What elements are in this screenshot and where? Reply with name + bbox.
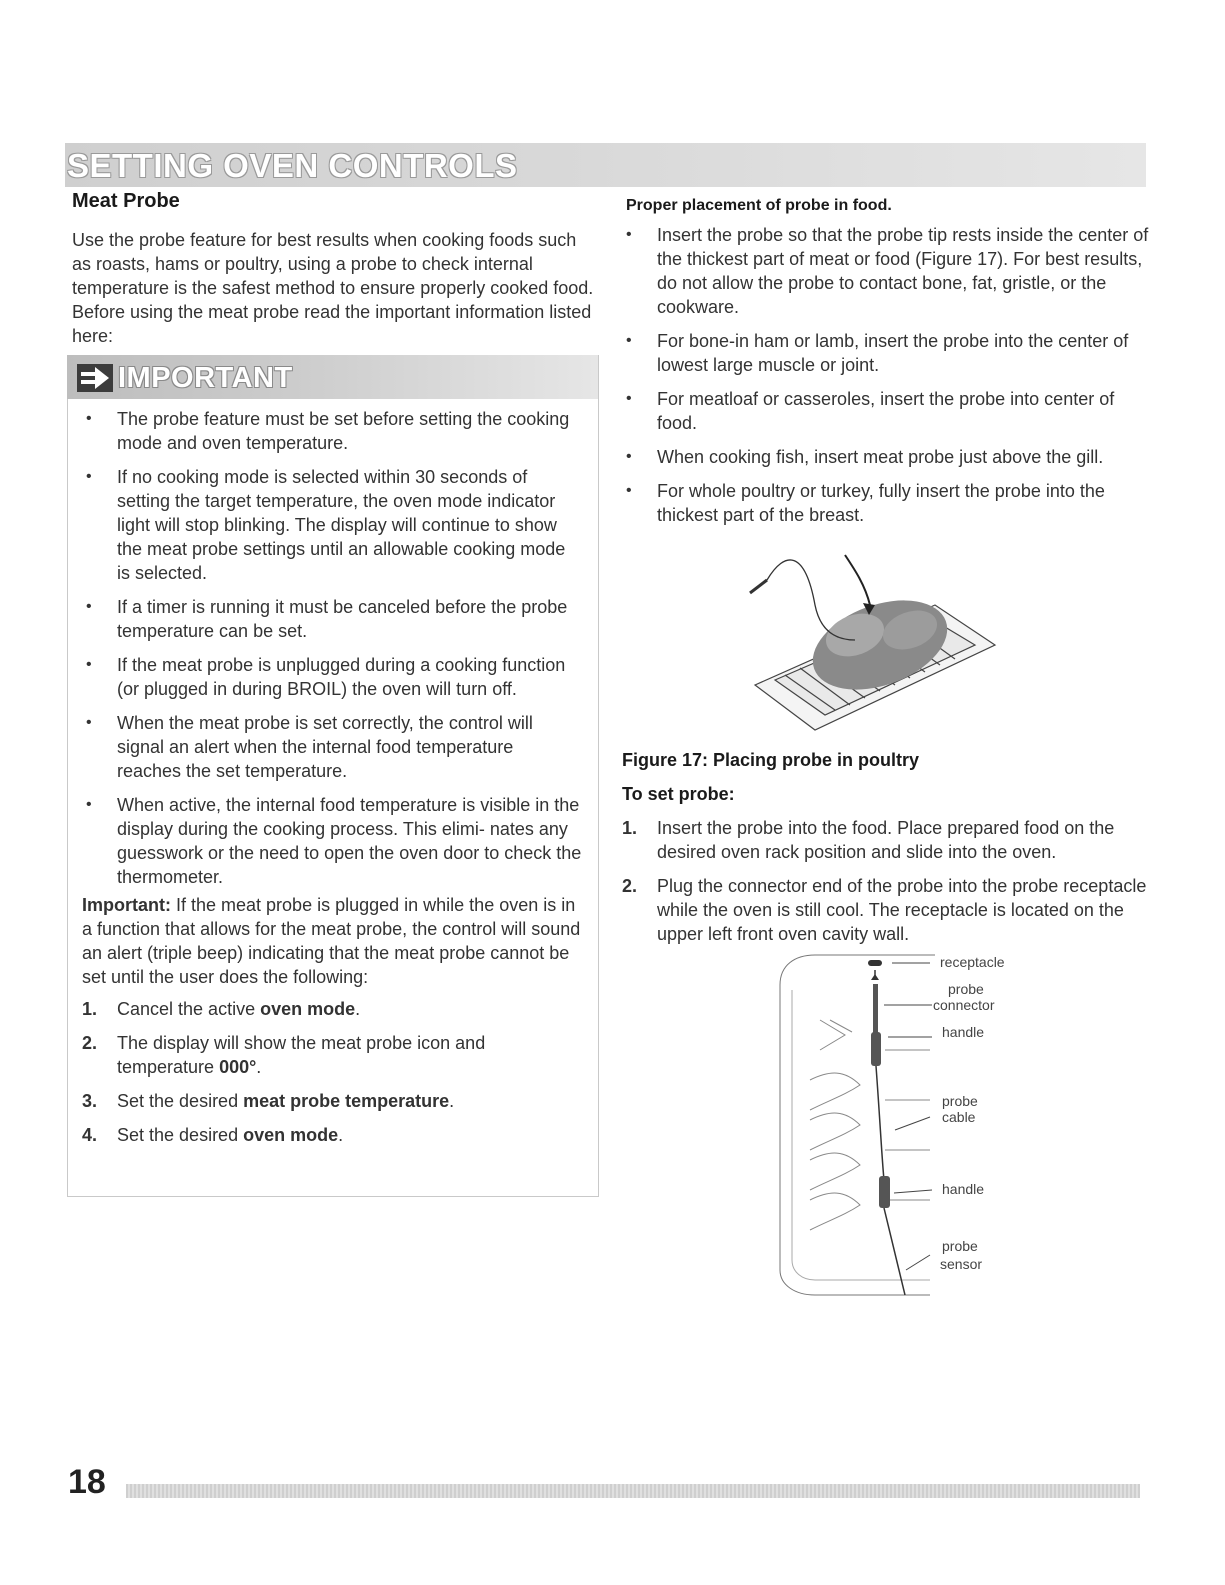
connector-label-line2: connector	[933, 997, 995, 1013]
step-number: 2.	[82, 1033, 98, 1053]
placement-content	[622, 223, 1152, 537]
list-item: • Insert the probe so that the probe tip rests inside the center of the thickest part of meat or food (Figure 17). For best results, do not allow the probe to contact bone, fat, gristle, or the cookware.	[622, 223, 1152, 319]
receptacle-label: receptacle	[940, 954, 1005, 970]
set-probe-steps	[622, 816, 1152, 946]
step-number: 1.	[622, 818, 638, 838]
step-number: 3.	[82, 1091, 98, 1111]
set-probe-heading: To set probe:	[622, 784, 735, 804]
handle-label-bottom: handle	[942, 1181, 985, 1197]
page-number: 18	[68, 1463, 106, 1501]
list-item: • When cooking fish, insert meat probe just above the gill.	[622, 445, 1152, 469]
list-item: • If no cooking mode is selected within 30 seconds of setting the target temperature, the oven mode indicator light will stop blinking. The display will continue to show the meat probe settings until an allowable cooking mode is selected.	[82, 465, 582, 585]
figure-17-caption: Figure 17: Placing probe in poultry	[622, 750, 920, 770]
cable-label-line1: probe	[942, 1093, 978, 1109]
step-number: 2.	[622, 876, 638, 896]
important-steps	[82, 997, 582, 1147]
arrow-right-icon	[77, 364, 113, 392]
step-text: .	[256, 1057, 262, 1077]
oven-probe-diagram	[770, 950, 945, 1310]
important-bullets	[82, 407, 582, 889]
meat-probe-intro: Use the probe feature for best results when cooking foods such as roasts, hams or poultry, using a probe to check internal temperature is the safest method to ensure properly cooked food. Before using the meat probe read the important information listed here:	[72, 230, 594, 346]
handle-label-top: handle	[942, 1024, 985, 1040]
list-item: • For whole poultry or turkey, fully insert the probe into the thickest part of the breast.	[622, 479, 1152, 527]
step-bold: meat probe temperature	[243, 1091, 450, 1111]
step-text: .	[338, 1125, 344, 1145]
step-bold: 000°	[219, 1057, 257, 1077]
cable-label-line2: cable	[942, 1109, 976, 1125]
list-item	[622, 816, 1152, 864]
important-note	[82, 893, 582, 989]
important-note-label: Important:	[82, 895, 171, 915]
important-content	[82, 407, 582, 1157]
list-item	[82, 997, 582, 1021]
step-bold: oven mode	[260, 999, 356, 1019]
step-text: Insert the probe into the food. Place prepared food on the desired oven rack position and slide into the oven.	[657, 818, 1115, 862]
meat-probe-heading: Meat Probe	[72, 190, 180, 212]
set-probe-content	[622, 816, 1152, 956]
sensor-label-line1: probe	[942, 1238, 978, 1254]
list-item	[82, 1031, 582, 1079]
important-note-text: If the meat probe is plugged in while the oven is in a function that allows for the meat probe, the control will sound an alert (triple beep) indicating that the meat probe cannot be set until the user does the following:	[82, 895, 581, 987]
list-item: • If the meat probe is unplugged during a cooking function (or plugged in during BROIL) the oven will turn off.	[82, 653, 582, 701]
step-number: 1.	[82, 999, 98, 1019]
list-item: • When the meat probe is set correctly, the control will signal an alert when the internal food temperature reaches the set temperature.	[82, 711, 582, 783]
footer-bar	[126, 1484, 1140, 1498]
placement-heading: Proper placement of probe in food.	[626, 197, 892, 214]
step-bold: oven mode	[243, 1125, 339, 1145]
step-text: The display will show the meat probe icon and temperature	[117, 1033, 486, 1077]
poultry-probe-illustration	[745, 545, 1005, 745]
list-item	[622, 874, 1152, 946]
step-number: 4.	[82, 1125, 98, 1145]
step-text: Plug the connector end of the probe into the probe receptacle while the oven is still cool. The receptacle is located on the upper left front oven cavity wall.	[657, 876, 1147, 944]
list-item: • For bone-in ham or lamb, insert the probe into the center of lowest large muscle or joint.	[622, 329, 1152, 377]
important-title: IMPORTANT	[118, 362, 293, 394]
connector-label-line1: probe	[948, 981, 984, 997]
list-item	[82, 1123, 582, 1147]
step-text: .	[449, 1091, 455, 1111]
page-title: SETTING OVEN CONTROLS	[67, 147, 518, 184]
list-item: • If a timer is running it must be canceled before the probe temperature can be set.	[82, 595, 582, 643]
step-text: .	[355, 999, 361, 1019]
step-text: Set the desired	[117, 1125, 244, 1145]
list-item: • The probe feature must be set before setting the cooking mode and oven temperature.	[82, 407, 582, 455]
step-text: Cancel the active	[117, 999, 261, 1019]
step-text: Set the desired	[117, 1091, 244, 1111]
sensor-label-line2: sensor	[940, 1256, 983, 1272]
list-item: • When active, the internal food temperature is visible in the display during the cooking process. This elimi- nates any guesswork or the need to open the oven door to check the thermometer.	[82, 793, 582, 889]
list-item: • For meatloaf or casseroles, insert the probe into center of food.	[622, 387, 1152, 435]
list-item	[82, 1089, 582, 1113]
placement-bullets	[622, 223, 1152, 527]
